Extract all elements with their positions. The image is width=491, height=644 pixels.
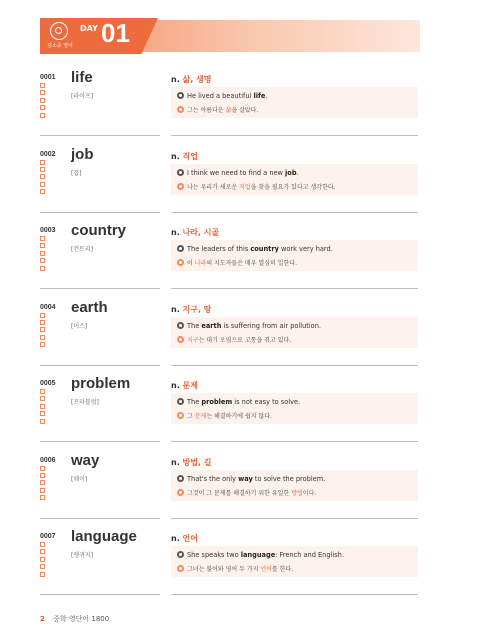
pronunciation: [웨이] (71, 475, 88, 483)
checkbox-icon[interactable] (40, 396, 45, 401)
entry-number: 0004 (40, 303, 56, 311)
english-bullet-icon (177, 92, 184, 99)
word-entry (40, 70, 420, 146)
english-bullet-icon (177, 398, 184, 405)
divider (40, 594, 160, 595)
example-ko-keyword: 방법 (291, 489, 303, 497)
part-of-speech: n. (171, 457, 180, 467)
checkbox-icon[interactable] (40, 419, 45, 424)
day-label: DAY (80, 24, 98, 33)
example-korean (177, 105, 258, 114)
example-english (177, 92, 267, 100)
english-bullet-icon (177, 322, 184, 329)
checkbox-icon[interactable] (40, 189, 45, 194)
korean-bullet-icon (177, 489, 184, 496)
meaning: 삶, 생명 (182, 75, 212, 84)
english-bullet-icon (177, 169, 184, 176)
review-checkboxes (40, 83, 45, 120)
checkbox-icon[interactable] (40, 320, 45, 325)
headword: job (71, 145, 94, 163)
divider (171, 594, 418, 595)
checkbox-icon[interactable] (40, 557, 45, 562)
example-en-text: She speaks two (187, 551, 241, 559)
example-en-keyword: job (285, 168, 297, 177)
example-ko-text: 이 (187, 260, 195, 267)
divider (171, 135, 418, 136)
example-en-keyword: country (250, 245, 279, 253)
example-ko-text: 그 (187, 413, 195, 420)
page-number: 2 (40, 615, 45, 623)
definition (171, 74, 212, 85)
example-ko-text: 을 찾을 필요가 있다고 생각한다. (250, 183, 336, 191)
checkbox-icon[interactable] (40, 389, 45, 394)
example-english (177, 398, 300, 406)
pronunciation: [잡] (71, 169, 82, 177)
korean-bullet-icon (177, 183, 184, 190)
checkbox-icon[interactable] (40, 98, 45, 103)
example-korean (177, 258, 297, 267)
checkbox-icon[interactable] (40, 466, 45, 471)
example-korean (177, 335, 291, 344)
word-entry (40, 376, 420, 452)
example-box (171, 164, 418, 195)
example-korean (177, 488, 316, 497)
example-en-keyword: way (238, 474, 253, 483)
korean-bullet-icon (177, 106, 184, 113)
meaning: 언어 (182, 534, 198, 543)
example-box (171, 470, 418, 501)
definition (171, 533, 198, 544)
meaning: 나라, 시골 (182, 228, 220, 237)
divider (171, 288, 418, 289)
example-box (171, 546, 418, 577)
divider (40, 441, 160, 442)
english-bullet-icon (177, 551, 184, 558)
example-ko-text: 그녀는 불어와 영어 두 가지 (187, 566, 261, 573)
example-ko-text: 그것이 그 문제를 해결하기 위한 유일한 (187, 489, 292, 497)
word-entry (40, 223, 420, 299)
example-ko-keyword: 언어 (260, 566, 272, 573)
entry-number: 0003 (40, 227, 56, 234)
meaning: 직업 (182, 151, 198, 161)
headword: country (71, 222, 127, 239)
example-ko-text: 는 대기 오염으로 고통을 겪고 있다. (198, 336, 292, 344)
review-checkboxes (40, 389, 45, 426)
example-english (177, 551, 344, 559)
word-entry (40, 147, 420, 223)
checkbox-icon[interactable] (40, 480, 45, 485)
example-en-text: to solve the problem. (252, 474, 326, 483)
review-checkboxes (40, 313, 45, 350)
checkbox-icon[interactable] (40, 167, 45, 172)
example-ko-text: 는 해결하기에 쉽지 않다. (206, 413, 272, 420)
checkbox-icon[interactable] (40, 411, 45, 416)
review-checkboxes (40, 236, 45, 273)
review-checkboxes (40, 542, 45, 579)
headword: life (71, 69, 93, 86)
example-ko-text: 를 한다. (271, 566, 294, 573)
example-en-text: He lived a beautiful (187, 92, 254, 100)
definition (171, 304, 212, 315)
example-box (171, 87, 418, 118)
example-ko-text: 나는 우리가 새로운 (187, 183, 240, 191)
example-en-text: The (187, 321, 202, 330)
word-entry (40, 453, 420, 529)
pronunciation: [어스] (71, 322, 88, 330)
example-english (177, 169, 299, 177)
checkbox-icon[interactable] (40, 113, 45, 118)
divider (40, 365, 160, 366)
checkbox-icon[interactable] (40, 342, 45, 347)
definition (171, 151, 198, 162)
meaning: 지구, 땅 (182, 304, 212, 314)
example-ko-keyword: 삶 (225, 107, 232, 114)
example-ko-text: 그는 아름다운 (187, 107, 226, 114)
example-en-text: is not easy to solve. (232, 398, 301, 406)
example-ko-keyword: 나라 (194, 260, 207, 267)
example-en-text: The leaders of this (187, 245, 251, 253)
korean-bullet-icon (177, 565, 184, 572)
checkbox-icon[interactable] (40, 182, 45, 187)
korean-bullet-icon (177, 412, 184, 419)
checkbox-icon[interactable] (40, 335, 45, 340)
divider (40, 518, 160, 519)
example-english (177, 245, 333, 253)
pronunciation: [컨트리] (71, 246, 94, 253)
part-of-speech: n. (171, 381, 180, 390)
example-box (171, 240, 418, 271)
definition (171, 457, 212, 468)
review-checkboxes (40, 160, 45, 197)
divider (40, 135, 160, 136)
checkbox-icon[interactable] (40, 542, 45, 547)
example-korean (177, 564, 293, 573)
word-entry (40, 300, 420, 376)
checkbox-icon[interactable] (40, 495, 45, 500)
book-title: 중학 영단어 1800 (53, 615, 110, 623)
divider (40, 212, 160, 213)
divider (171, 212, 418, 213)
example-en-text: . (265, 92, 268, 100)
korean-bullet-icon (177, 259, 184, 266)
entry-number: 0005 (40, 380, 56, 387)
checkbox-icon[interactable] (40, 473, 45, 478)
part-of-speech: n. (171, 151, 180, 161)
checkbox-icon[interactable] (40, 251, 45, 256)
checkbox-icon[interactable] (40, 564, 45, 569)
example-ko-keyword: 문제 (194, 413, 207, 420)
example-korean (177, 411, 272, 420)
divider (171, 518, 418, 519)
checkbox-icon[interactable] (40, 572, 45, 577)
checkbox-icon[interactable] (40, 105, 45, 110)
checkbox-icon[interactable] (40, 90, 45, 95)
checkbox-icon[interactable] (40, 313, 45, 318)
korean-bullet-icon (177, 336, 184, 343)
example-en-text: : French and English. (275, 551, 344, 559)
part-of-speech: n. (171, 534, 180, 543)
checkbox-icon[interactable] (40, 243, 45, 248)
checkbox-icon[interactable] (40, 327, 45, 332)
example-en-text: I think we need to find a new (187, 168, 286, 177)
checkbox-icon[interactable] (40, 266, 45, 271)
english-bullet-icon (177, 475, 184, 482)
checkbox-icon[interactable] (40, 549, 45, 554)
definition (171, 380, 198, 391)
example-en-text: The (187, 398, 202, 406)
checkbox-icon[interactable] (40, 83, 45, 88)
meaning: 문제 (182, 381, 198, 390)
example-korean (177, 182, 336, 191)
review-checkboxes (40, 466, 45, 503)
headword: way (71, 451, 100, 469)
meaning: 방법, 길 (182, 457, 212, 467)
part-of-speech: n. (171, 75, 180, 84)
entry-number: 0007 (40, 533, 56, 540)
example-box (171, 393, 418, 424)
part-of-speech: n. (171, 304, 180, 314)
english-bullet-icon (177, 245, 184, 252)
word-entry (40, 529, 420, 605)
entry-number: 0006 (40, 456, 56, 464)
divider (40, 288, 160, 289)
example-english (177, 322, 321, 330)
checkbox-icon[interactable] (40, 174, 45, 179)
entry-number: 0001 (40, 74, 56, 81)
entry-number: 0002 (40, 150, 56, 158)
checkbox-icon[interactable] (40, 236, 45, 241)
example-en-text: . (296, 168, 299, 177)
checkbox-icon[interactable] (40, 160, 45, 165)
logo-icon (50, 22, 68, 40)
example-en-text: is suffering from air pollution. (221, 321, 321, 330)
example-en-keyword: problem (201, 398, 233, 406)
example-en-text: work very hard. (278, 245, 333, 253)
divider (171, 365, 418, 366)
headword: language (71, 528, 137, 545)
example-english (177, 475, 325, 483)
page-footer (40, 614, 109, 624)
example-ko-text: 의 지도자들은 매우 열심히 일한다. (206, 260, 297, 267)
logo-text: 김소중 영어 (47, 43, 73, 49)
pronunciation: [랭귀지] (71, 552, 94, 559)
checkbox-icon[interactable] (40, 488, 45, 493)
checkbox-icon[interactable] (40, 258, 45, 263)
example-box (171, 317, 418, 348)
pronunciation: [라이프] (71, 93, 94, 100)
example-ko-keyword: 직업 (239, 183, 251, 191)
part-of-speech: n. (171, 228, 180, 237)
pronunciation: [프라블럼] (71, 399, 99, 406)
example-ko-text: 이다. (302, 489, 317, 497)
example-en-text: That's the only (187, 474, 239, 483)
example-ko-text: 을 살았다. (231, 107, 259, 114)
checkbox-icon[interactable] (40, 404, 45, 409)
day-number: 01 (101, 18, 130, 48)
example-en-keyword: earth (201, 321, 222, 330)
headword: earth (71, 298, 108, 316)
headword: problem (71, 375, 131, 392)
example-ko-keyword: 지구 (187, 336, 199, 344)
example-en-keyword: life (253, 92, 266, 100)
definition (171, 227, 219, 238)
example-en-keyword: language (240, 551, 276, 559)
divider (171, 441, 418, 442)
